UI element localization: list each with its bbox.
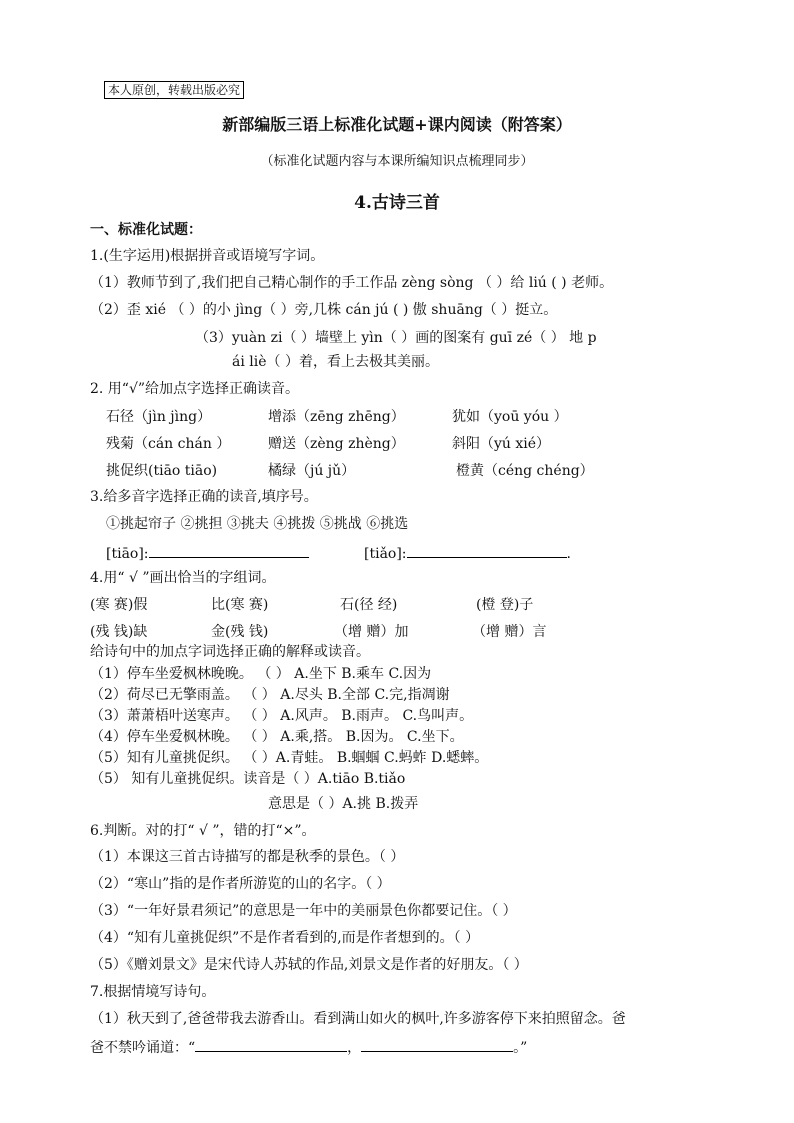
q2-item: 犹如（yoū yóu ） xyxy=(452,409,568,425)
q2-item: 残菊（cán chán ） xyxy=(106,436,231,452)
q5-item: （5） 知有儿童挑促织。读音是（ ）A.tiāo B.tiǎo xyxy=(90,771,406,787)
page-subtitle: （标准化试题内容与本课所编知识点梳理同步） xyxy=(260,154,534,169)
lesson-title: 4.古诗三首 xyxy=(354,193,440,213)
q7-answer-blank[interactable] xyxy=(361,1037,513,1052)
q6-item: （4）“知有儿童挑促织”不是作者看到的,而是作者想到的。（ ） xyxy=(90,930,480,946)
q3-end: . xyxy=(566,546,571,562)
q1-line3b: ái liè（ ）着，看上去极其美丽。 xyxy=(232,354,439,370)
q3-blank-row xyxy=(106,543,309,563)
q7-answer-blank[interactable] xyxy=(195,1037,347,1052)
q5-meaning: 意思是（ ）A.挑 B.拨弄 xyxy=(268,796,419,812)
q7-title: 7.根据情境写诗句。 xyxy=(90,984,216,1000)
q7-comma: ， xyxy=(347,1040,362,1056)
q1-line1: （1）教师节到了,我们把自己精心制作的手工作品 zèng sòng （ ）给 liú ( ) 老师。 xyxy=(90,275,614,291)
q5-item: （1）停车坐爱枫林晚晚。 （ ） A.坐下 B.乘车 C.因为 xyxy=(90,666,432,682)
q3-options: ①挑起帘子 ②挑担 ③挑夫 ④挑拨 ⑤挑战 ⑥挑选 xyxy=(106,516,409,532)
q7-end: 。” xyxy=(513,1040,528,1056)
q6-item: （5）《赠刘景文》是宋代诗人苏轼的作品,刘景文是作者的好朋友。（ ） xyxy=(90,957,528,973)
q5-item: （2）荷尽已无擎雨盖。 （ ） A.尽头 B.全部 C.完,指凋谢 xyxy=(90,687,450,703)
q2-item: 橘绿（jú jǔ） xyxy=(268,463,356,479)
q2-item: 石径（jìn jìng） xyxy=(106,409,212,425)
section-heading: 一、标准化试题： xyxy=(90,222,202,238)
q4-item: 金(残 钱) xyxy=(211,624,269,640)
q6-item: （2）“寒山”指的是作者所游览的山的名字。（ ） xyxy=(90,876,391,892)
q4-item: (橙 登)子 xyxy=(476,597,534,613)
q4-title: 4.用“ √ ”画出恰当的字组词。 xyxy=(90,570,276,586)
q5-item: （5）知有儿童挑促织。 （ ）A.青蛙。 B.蝈蝈 C.蚂蚱 D.蟋蟀。 xyxy=(90,750,489,766)
q3-blank-row xyxy=(364,543,571,563)
q3-title: 3.给多音字选择正确的读音,填序号。 xyxy=(90,489,318,505)
q3-answer-blank[interactable] xyxy=(407,543,567,558)
q4-item: (残 钱)缺 xyxy=(90,624,148,640)
q5-item: （4）停车坐爱枫林晚。 （ ） A.乘,搭。 B.因为。 C.坐下。 xyxy=(90,729,464,745)
q2-title: 2. 用“√”给加点字选择正确读音。 xyxy=(90,381,300,397)
q7-line1: （1）秋天到了,爸爸带我去游香山。看到满山如火的枫叶,许多游客停下来拍照留念。爸 xyxy=(90,1011,626,1027)
q2-item: 橙黄（céng chéng） xyxy=(456,463,594,479)
q7-prompt: 爸不禁吟诵道：“ xyxy=(90,1040,196,1056)
q2-item: 斜阳（yú xié） xyxy=(452,436,551,452)
copyright-stamp: 本人原创，转载出版必究 xyxy=(104,81,244,99)
q2-item: 赠送（zèng zhèng） xyxy=(268,436,405,452)
q3-label-tiao1: [tiāo]: xyxy=(106,546,149,562)
q5-title: 给诗句中的加点字词选择正确的解释或读音。 xyxy=(90,644,370,660)
q7-line2 xyxy=(90,1037,527,1057)
q1-title: 1.(生字运用)根据拼音或语境写字词。 xyxy=(90,248,325,264)
q1-line3a: （3）yuàn zi（ ）墙壁上 yìn（ ）画的图案有 guī zé（ ） 地 p xyxy=(195,330,597,346)
q6-title: 6.判断。对的打“ √ ”，错的打“×”。 xyxy=(90,823,316,839)
q4-item: (寒 赛)假 xyxy=(90,597,148,613)
q4-item: 石(径 经) xyxy=(340,597,398,613)
q3-label-tiao3: [tiǎo]: xyxy=(364,546,407,562)
q5-item: （3）萧萧梧叶送寒声。 （ ） A.风声。 B.雨声。 C.鸟叫声。 xyxy=(90,708,474,724)
q4-item: 比(寒 赛) xyxy=(211,597,269,613)
page-title: 新部编版三语上标准化试题+课内阅读（附答案） xyxy=(222,115,572,134)
q6-item: （1）本课这三首古诗描写的都是秋季的景色。（ ） xyxy=(90,849,405,865)
q2-item: 挑促织(tiāo tiāo) xyxy=(106,463,218,479)
q3-answer-blank[interactable] xyxy=(149,543,309,558)
q6-item: （3）“一年好景君须记”的意思是一年中的美丽景色你都要记住。（ ） xyxy=(90,903,517,919)
q1-line2: （2）歪 xié （ ）的小 jìng（ ）旁,几株 cán jú ( ) 傲 shuāng（ ）挺立。 xyxy=(90,302,558,318)
q2-item: 增添（zēng zhēng） xyxy=(268,409,405,425)
q4-item: （增 赠）加 xyxy=(334,624,409,640)
q4-item: （增 赠）言 xyxy=(472,624,547,640)
